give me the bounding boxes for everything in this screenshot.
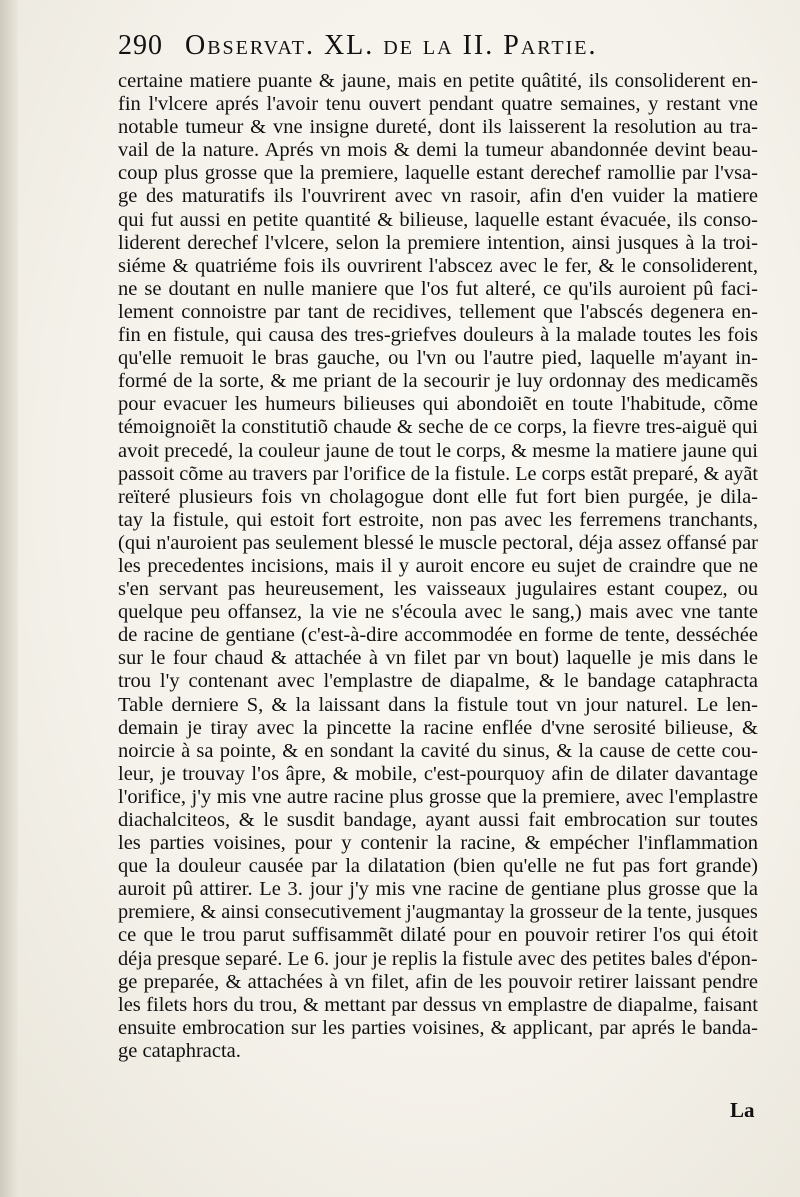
text-line: leur, je trouvay l'os âpre, & mobile, c'est-pourquoy afin de dilater davantage [118, 762, 758, 785]
text-line: qu'elle remuoit le bras gauche, ou l'vn ou l'autre pied, laquelle m'ayant in- [118, 347, 758, 370]
text-line: pour evacuer les humeurs bilieuses qui abondoiẽt en toute l'habitude, cõme [118, 393, 758, 416]
text-line: les filets hors du trou, & mettant par dessus vn emplastre de diapalme, faisant [118, 993, 758, 1016]
page-gutter [0, 0, 18, 1197]
text-line: s'en servant pas heureusement, les vaisseaux jugulaires estant coupez, ou [118, 578, 758, 601]
text-line: certaine matiere puante & jaune, mais en petite quâtité, ils consoliderent en- [118, 70, 758, 92]
catchword: La [730, 1098, 755, 1122]
text-line: siéme & quatriéme fois ils ouvrirent l'abscez avec le fer, & le consoliderent, [118, 254, 758, 277]
text-line: ce que le trou parut suffisammẽt dilaté pour en pouvoir retirer l'os qui étoit [118, 924, 758, 947]
text-line: qui fut aussi en petite quantité & bilieuse, laquelle estant évacuée, ils conso- [118, 208, 758, 231]
text-line: passoit cõme au travers par l'orifice de la fistule. Le corps estãt preparé, & ayãt [118, 462, 759, 485]
text-line: noircie à sa pointe, & en sondant la cavité du sinus, & la cause de cette cou- [118, 739, 758, 762]
text-line: que la douleur causée par la dilatation (bien qu'elle ne fut pas fort grande) [118, 855, 758, 878]
text-line: vail de la nature. Aprés vn mois & demi la tumeur abandonnée devint beau- [118, 139, 758, 162]
text-line: de racine de gentiane (c'est-à-dire accommodée en forme de tente, desséchée [118, 624, 758, 647]
text-line: ensuite embrocation sur les parties voisines, & applicant, par aprés le banda- [118, 1016, 758, 1039]
text-line: les parties voisines, pour y contenir la racine, & empécher l'inflammation [118, 832, 758, 855]
text-line: lement connoistre par tant de recidives, tellement que l'abscés degenera en- [118, 300, 758, 323]
text-line: ge des maturatifs ils l'ouvrirent avec vn rasoir, afin d'en vuider la matiere [118, 185, 758, 208]
text-line: ge cataphracta. [118, 1039, 241, 1062]
text-line: demain je tiray avec la pincette la racine enflée d'vne serosité bilieuse, & [118, 716, 758, 739]
page-header [118, 30, 718, 70]
text-line: auroit pû attirer. Le 3. jour j'y mis vne racine de gentiane plus grosse que la [118, 878, 758, 901]
text-line: fin en fistule, qui causa des tres-griefves douleurs à la malade toutes les fois [118, 324, 758, 347]
text-line: quelque peu offansez, la vie ne s'écoula avec le sang,) mais avec vne tante [118, 601, 758, 624]
text-line: premiere, & ainsi consecutivement j'augmantay la grosseur de la tente, jusques [118, 901, 758, 924]
text-line: l'orifice, j'y mis vne autre racine plus grosse que la premiere, avec l'emplastre [118, 785, 758, 808]
text-line: coup plus grosse que la premiere, laquelle estant derechef ramollie par l'vsa- [118, 162, 758, 185]
text-line: déja presque separé. Le 6. jour je replis la fistule avec des petites bales d'épon- [118, 947, 758, 970]
text-line: formé de la sorte, & me priant de la secourir je luy ordonnay des medicamẽs [118, 370, 758, 393]
page-number: 290 [118, 30, 163, 61]
text-line: trou l'y contenant avec l'emplastre de diapalme, & le bandage cataphracta [118, 670, 758, 693]
text-line: témoignoiẽt la constitutiõ chaude & seche de ce corps, la fievre tres-aiguë qui [118, 416, 758, 439]
text-line: fin l'vlcere aprés l'avoir tenu ouvert pendant quatre semaines, y restant vne [118, 93, 758, 116]
text-line: (qui n'auroient pas seulement blessé le muscle pectoral, déja assez offansé par [118, 531, 758, 554]
text-line: Table derniere S, & la laissant dans la fistule tout vn jour naturel. Le len- [118, 693, 758, 716]
text-line: liderent derechef l'vlcere, selon la premiere intention, ainsi jusques à la troi- [118, 231, 758, 254]
text-line: avoit precedé, la couleur jaune de tout le corps, & mesme la matiere jaune qui [118, 439, 758, 462]
text-line: sur le four chaud & attachée à vn filet par vn bout) laquelle je mis dans le [118, 647, 758, 670]
text-line: tay la fistule, qui estoit fort estroite, non pas avec les ferremens tranchants, [118, 508, 758, 531]
text-line: ge preparée, & attachées à vn filet, afin de les pouvoir retirer laissant pendre [118, 970, 758, 993]
text-line: reïteré plusieurs fois vn cholagogue dont elle fut fort bien purgée, je dila- [118, 485, 758, 508]
body-text [118, 70, 758, 1063]
text-line: notable tumeur & vne insigne dureté, dont ils laisserent la resolution au tra- [118, 116, 758, 139]
running-title: Observat. XL. de la II. Partie. [185, 30, 598, 61]
text-line: diachalciteos, & le susdit bandage, ayant aussi fait embrocation sur toutes [118, 809, 758, 831]
text-line: les precedentes incisions, mais il y auroit encore eu sujet de craindre que ne [118, 554, 758, 577]
text-line: ne se doutant en nulle maniere que l'os fut alteré, ce qu'ils auroient pû faci- [118, 277, 758, 300]
